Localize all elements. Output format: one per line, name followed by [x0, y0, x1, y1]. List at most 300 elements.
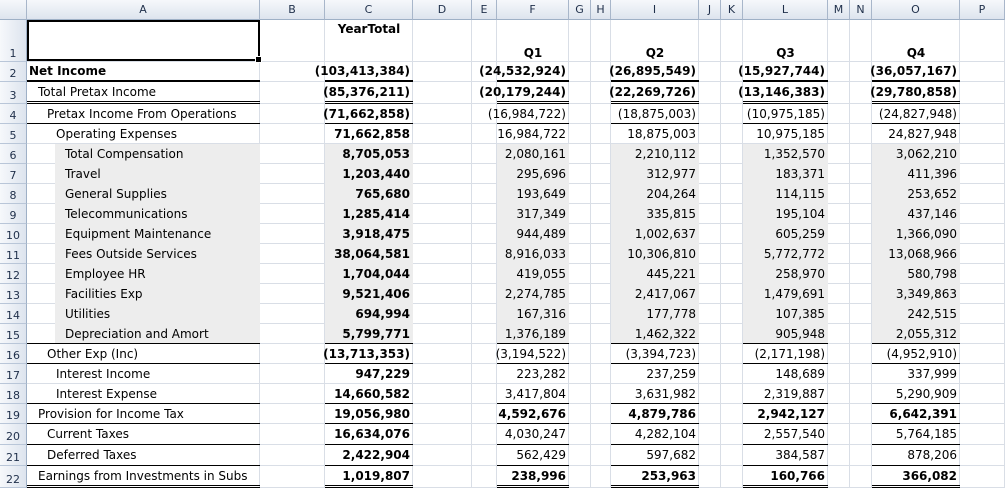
grid-cell: [260, 184, 325, 204]
column-header-j[interactable]: J: [699, 0, 721, 20]
column-header-l[interactable]: L: [743, 0, 828, 20]
grid-cell: [850, 244, 872, 264]
row-label[interactable]: Equipment Maintenance: [65, 227, 212, 241]
value-cell-q3[interactable]: 2,319,887: [743, 384, 828, 404]
value-cell-q2[interactable]: 4,282,104: [611, 424, 699, 445]
row-label[interactable]: Deferred Taxes: [27, 445, 260, 466]
row-header-11[interactable]: 11: [0, 244, 27, 264]
grid-cell: [472, 304, 497, 324]
grid-cell: [850, 62, 872, 82]
grid-cell: [699, 164, 721, 184]
grid-cell: [260, 424, 325, 445]
value-cell-q3[interactable]: (2,171,198): [743, 344, 828, 364]
grid-cell: [569, 244, 591, 264]
row-header-6[interactable]: 6: [0, 144, 27, 164]
value-cell-q1[interactable]: 419,055: [497, 264, 569, 284]
grid-cell: [413, 344, 472, 364]
row-label[interactable]: Facilities Exp: [65, 287, 143, 301]
row-header-2[interactable]: 2: [0, 62, 27, 82]
value-cell-yt[interactable]: 1,203,440: [325, 164, 413, 184]
grid-cell: [591, 164, 611, 184]
value-cell-yt[interactable]: (71,662,858): [325, 104, 413, 124]
value-cell-q1[interactable]: 2,274,785: [497, 284, 569, 304]
value-cell-q4[interactable]: 242,515: [872, 304, 960, 324]
column-header-i[interactable]: I: [611, 0, 699, 20]
column-header-p[interactable]: P: [960, 0, 1005, 20]
value-cell-q3[interactable]: 148,689: [775, 367, 825, 381]
value-cell-q4[interactable]: 5,764,185: [872, 424, 960, 445]
header-q2[interactable]: Q2: [645, 46, 665, 60]
row-header-18[interactable]: 18: [0, 384, 27, 404]
grid-cell: [721, 466, 743, 488]
row-label[interactable]: Operating Expenses: [56, 127, 177, 141]
value-cell-q4[interactable]: 878,206: [872, 445, 960, 466]
value-cell-q2[interactable]: 253,963: [611, 466, 699, 488]
grid-cell: [960, 304, 1005, 324]
grid-cell: [828, 304, 850, 324]
grid-cell: [260, 144, 325, 164]
value-cell-q4[interactable]: (36,057,167): [872, 62, 960, 82]
grid-cell: [828, 466, 850, 488]
value-cell-q1[interactable]: 317,349: [497, 204, 569, 224]
value-cell-q1[interactable]: 193,649: [497, 184, 569, 204]
grid-cell: [591, 364, 611, 384]
grid-cell: [850, 364, 872, 384]
value-cell-yt[interactable]: 3,918,475: [325, 224, 413, 244]
grid-cell: [721, 244, 743, 264]
row-header-1[interactable]: 1: [0, 20, 27, 62]
value-cell-q2[interactable]: 312,977: [611, 164, 699, 184]
value-cell-q3[interactable]: 5,772,772: [743, 244, 828, 264]
row-label[interactable]: Pretax Income From Operations: [27, 104, 260, 124]
grid-cell: [699, 124, 721, 144]
value-cell-q4[interactable]: 366,082: [872, 466, 960, 488]
grid-cell: [721, 20, 743, 62]
grid-cell: [828, 264, 850, 284]
header-yeartotal[interactable]: YearTotal: [337, 22, 401, 36]
grid-cell: [413, 466, 472, 488]
value-cell-q1[interactable]: 944,489: [497, 224, 569, 244]
value-cell-q3[interactable]: 160,766: [743, 466, 828, 488]
grid-cell: [260, 364, 325, 384]
row-header-16[interactable]: 16: [0, 344, 27, 364]
row-header-19[interactable]: 19: [0, 404, 27, 424]
grid-cell: [569, 264, 591, 284]
grid-cell: [413, 244, 472, 264]
value-cell-q3[interactable]: 183,371: [743, 164, 828, 184]
grid-cell: [260, 304, 325, 324]
value-cell-q3[interactable]: 2,942,127: [743, 404, 828, 424]
value-cell-q1[interactable]: 238,996: [497, 466, 569, 488]
grid-cell: [960, 384, 1005, 404]
value-cell-q2[interactable]: (18,875,003): [611, 104, 699, 124]
grid-cell: [721, 284, 743, 304]
grid-cell: [569, 82, 591, 104]
grid-cell: [591, 62, 611, 82]
row-label[interactable]: Earnings from Investments in Subs: [27, 466, 260, 488]
value-cell-q4[interactable]: 13,068,966: [872, 244, 960, 264]
grid-cell: [850, 204, 872, 224]
grid-cell: [472, 204, 497, 224]
grid-cell: [591, 224, 611, 244]
value-cell-q1[interactable]: 295,696: [497, 164, 569, 184]
grid-cell: [413, 324, 472, 344]
value-cell-q2[interactable]: 4,879,786: [611, 404, 699, 424]
value-cell-q2[interactable]: 204,264: [611, 184, 699, 204]
grid-cell: [699, 144, 721, 164]
value-cell-q1[interactable]: 8,916,033: [497, 244, 569, 264]
value-cell-q4[interactable]: 411,396: [872, 164, 960, 184]
grid-cell: [260, 264, 325, 284]
grid-cell: [960, 264, 1005, 284]
grid-cell: [472, 164, 497, 184]
value-cell-q4[interactable]: 3,062,210: [872, 144, 960, 164]
value-cell-q1[interactable]: 4,030,247: [497, 424, 569, 445]
row-header-5[interactable]: 5: [0, 124, 27, 144]
value-cell-yt[interactable]: 19,056,980: [325, 404, 413, 424]
grid-cell: [960, 364, 1005, 384]
value-cell-q1[interactable]: 4,592,676: [497, 404, 569, 424]
grid-cell: [413, 384, 472, 404]
grid-cell: [828, 364, 850, 384]
grid-cell: [699, 20, 721, 62]
grid-cell: [850, 424, 872, 445]
value-cell-yt[interactable]: (85,376,211): [325, 82, 413, 104]
value-cell-q4[interactable]: 580,798: [872, 264, 960, 284]
value-cell-q2[interactable]: 18,875,003: [627, 127, 696, 141]
grid-cell: [260, 344, 325, 364]
grid-cell: [591, 404, 611, 424]
value-cell-yt[interactable]: (13,713,353): [325, 344, 413, 364]
row-header-17[interactable]: 17: [0, 364, 27, 384]
grid-cell: [699, 204, 721, 224]
grid-cell: [569, 224, 591, 244]
column-header-b[interactable]: B: [260, 0, 325, 20]
grid-cell: [699, 324, 721, 344]
value-cell-q3[interactable]: 905,948: [743, 324, 828, 344]
grid-cell: [699, 424, 721, 445]
grid-cell: [850, 144, 872, 164]
row-header-20[interactable]: 20: [0, 424, 27, 445]
value-cell-q1[interactable]: 562,429: [497, 445, 569, 466]
value-cell-q4[interactable]: 3,349,863: [872, 284, 960, 304]
value-cell-q1[interactable]: 16,984,722: [497, 127, 566, 141]
value-cell-q2[interactable]: (3,394,723): [611, 344, 699, 364]
value-cell-q2[interactable]: 2,417,067: [611, 284, 699, 304]
grid-cell: [569, 304, 591, 324]
grid-cell: [721, 104, 743, 124]
value-cell-q2[interactable]: 3,631,982: [611, 384, 699, 404]
row-label[interactable]: Fees Outside Services: [65, 247, 197, 261]
grid-cell: [828, 82, 850, 104]
value-cell-yt[interactable]: 1,285,414: [325, 204, 413, 224]
row-label[interactable]: Interest Income: [56, 367, 151, 381]
grid-cell: [828, 20, 850, 62]
grid-cell: [850, 20, 872, 62]
grid-cell: [260, 384, 325, 404]
value-cell-yt[interactable]: 1,019,807: [325, 466, 413, 488]
value-cell-q3[interactable]: 1,479,691: [743, 284, 828, 304]
grid-cell: [569, 424, 591, 445]
grid-cell: [721, 324, 743, 344]
grid-cell: [960, 144, 1005, 164]
value-cell-q4[interactable]: (24,827,948): [872, 104, 960, 124]
value-cell-yt[interactable]: 71,662,858: [334, 127, 410, 141]
row-header-9[interactable]: 9: [0, 204, 27, 224]
grid-cell: [472, 264, 497, 284]
grid-cell: [850, 104, 872, 124]
grid-cell: [828, 164, 850, 184]
grid-cell: [591, 284, 611, 304]
row-label[interactable]: Depreciation and Amort: [27, 324, 260, 344]
grid-cell: [960, 224, 1005, 244]
value-cell-yt[interactable]: 1,704,044: [325, 264, 413, 284]
grid-cell: [591, 304, 611, 324]
row-header-14[interactable]: 14: [0, 304, 27, 324]
grid-cell: [472, 424, 497, 445]
grid-cell: [472, 284, 497, 304]
grid-cell: [850, 124, 872, 144]
value-cell-q4[interactable]: 253,652: [872, 184, 960, 204]
value-cell-q3[interactable]: 195,104: [743, 204, 828, 224]
grid-cell: [413, 445, 472, 466]
value-cell-q3[interactable]: (10,975,185): [743, 104, 828, 124]
value-cell-q2[interactable]: 237,259: [646, 367, 696, 381]
grid-cell: [472, 445, 497, 466]
column-header-o[interactable]: O: [872, 0, 960, 20]
value-cell-q4[interactable]: (4,952,910): [872, 344, 960, 364]
row-label[interactable]: Interest Expense: [27, 384, 260, 404]
row-label[interactable]: Current Taxes: [27, 424, 260, 445]
grid-cell: [960, 62, 1005, 82]
header-q4[interactable]: Q4: [906, 46, 926, 60]
value-cell-q4[interactable]: (29,780,858): [872, 82, 960, 104]
value-cell-q1[interactable]: (20,179,244): [497, 82, 569, 104]
value-cell-q3[interactable]: 258,970: [743, 264, 828, 284]
value-cell-q3[interactable]: 107,385: [743, 304, 828, 324]
value-cell-q1[interactable]: 1,376,189: [497, 324, 569, 344]
grid-cell: [960, 20, 1005, 62]
grid-cell: [591, 82, 611, 104]
value-cell-q3[interactable]: 605,259: [743, 224, 828, 244]
grid-cell: [413, 264, 472, 284]
value-cell-q4[interactable]: 24,827,948: [888, 127, 957, 141]
column-header-a[interactable]: A: [27, 0, 260, 20]
value-cell-q3[interactable]: (13,146,383): [743, 82, 828, 104]
value-cell-q1[interactable]: 167,316: [497, 304, 569, 324]
row-label[interactable]: Total Compensation: [65, 147, 184, 161]
grid-cell: [413, 124, 472, 144]
grid-cell: [850, 224, 872, 244]
value-cell-q2[interactable]: 10,306,810: [611, 244, 699, 264]
grid-cell: [260, 445, 325, 466]
value-cell-yt[interactable]: 8,705,053: [325, 144, 413, 164]
grid-cell: [850, 404, 872, 424]
value-cell-yt[interactable]: 5,799,771: [325, 324, 413, 344]
grid-cell: [850, 284, 872, 304]
value-cell-q2[interactable]: (22,269,726): [611, 82, 699, 104]
grid-cell: [569, 144, 591, 164]
value-cell-q2[interactable]: (26,895,549): [611, 62, 699, 82]
grid-cell: [850, 466, 872, 488]
value-cell-yt[interactable]: 694,994: [325, 304, 413, 324]
value-cell-q2[interactable]: 1,462,322: [611, 324, 699, 344]
row-header-22[interactable]: 22: [0, 466, 27, 488]
value-cell-q2[interactable]: 177,778: [611, 304, 699, 324]
row-header-13[interactable]: 13: [0, 284, 27, 304]
row-label[interactable]: Total Pretax Income: [27, 82, 260, 104]
value-cell-q1[interactable]: 3,417,804: [497, 384, 569, 404]
column-header-d[interactable]: D: [413, 0, 472, 20]
row-label[interactable]: Utilities: [65, 307, 111, 321]
grid-cell: [960, 424, 1005, 445]
grid-cell: [828, 284, 850, 304]
grid-cell: [850, 264, 872, 284]
grid-cell: [260, 324, 325, 344]
value-cell-q3[interactable]: 10,975,185: [756, 127, 825, 141]
grid-cell: [591, 384, 611, 404]
value-cell-yt[interactable]: 947,229: [355, 367, 410, 381]
row-label[interactable]: Other Exp (Inc): [27, 344, 260, 364]
value-cell-q3[interactable]: (15,927,744): [743, 62, 828, 82]
value-cell-q3[interactable]: 2,557,540: [743, 424, 828, 445]
value-cell-q3[interactable]: 384,587: [743, 445, 828, 466]
value-cell-yt[interactable]: 765,680: [325, 184, 413, 204]
value-cell-q4[interactable]: 6,642,391: [872, 404, 960, 424]
select-all-corner[interactable]: [0, 0, 27, 20]
row-header-4[interactable]: 4: [0, 104, 27, 124]
grid-cell: [828, 104, 850, 124]
header-q1[interactable]: Q1: [523, 46, 543, 60]
grid-cell: [591, 344, 611, 364]
row-label[interactable]: Telecommunications: [65, 207, 188, 221]
grid-cell: [569, 204, 591, 224]
grid-cell: [569, 20, 591, 62]
grid-cell: [413, 144, 472, 164]
value-cell-q4[interactable]: 5,290,909: [872, 384, 960, 404]
grid-cell: [413, 62, 472, 82]
grid-cell: [260, 82, 325, 104]
grid-cell: [850, 184, 872, 204]
value-cell-yt[interactable]: 38,064,581: [325, 244, 413, 264]
row-header-3[interactable]: 3: [0, 82, 27, 104]
active-cell-a1[interactable]: [27, 20, 260, 61]
grid-cell: [828, 244, 850, 264]
grid-cell: [828, 184, 850, 204]
grid-cell: [472, 20, 497, 62]
grid-cell: [569, 324, 591, 344]
grid-cell: [413, 304, 472, 324]
grid-cell: [591, 244, 611, 264]
grid-cell: [699, 284, 721, 304]
row-label[interactable]: Travel: [65, 167, 101, 181]
grid-cell: [472, 384, 497, 404]
grid-cell: [828, 445, 850, 466]
grid-cell: [828, 384, 850, 404]
row-label[interactable]: Provision for Income Tax: [27, 404, 260, 424]
row-header-12[interactable]: 12: [0, 264, 27, 284]
grid-cell: [699, 224, 721, 244]
grid-cell: [721, 264, 743, 284]
value-cell-q3[interactable]: 114,115: [743, 184, 828, 204]
grid-cell: [569, 384, 591, 404]
value-cell-yt[interactable]: 9,521,406: [325, 284, 413, 304]
column-header-c[interactable]: C: [325, 0, 413, 20]
value-cell-q2[interactable]: 2,210,112: [611, 144, 699, 164]
grid-cell: [569, 445, 591, 466]
grid-cell: [591, 144, 611, 164]
grid-cell: [828, 204, 850, 224]
value-cell-q4[interactable]: 337,999: [907, 367, 957, 381]
column-header-f[interactable]: F: [497, 0, 569, 20]
value-cell-q4[interactable]: 1,366,090: [872, 224, 960, 244]
value-cell-q2[interactable]: 445,221: [611, 264, 699, 284]
value-cell-q4[interactable]: 2,055,312: [872, 324, 960, 344]
grid-cell: [569, 164, 591, 184]
grid-cell: [260, 104, 325, 124]
header-q3[interactable]: Q3: [776, 46, 795, 60]
value-cell-q1[interactable]: 2,080,161: [497, 144, 569, 164]
grid-cell: [721, 364, 743, 384]
row-header-15[interactable]: 15: [0, 324, 27, 344]
column-header-e[interactable]: E: [472, 0, 497, 20]
row-header-8[interactable]: 8: [0, 184, 27, 204]
grid-cell: [699, 404, 721, 424]
grid-cell: [591, 124, 611, 144]
row-header-21[interactable]: 21: [0, 445, 27, 466]
grid-cell: [260, 404, 325, 424]
grid-cell: [569, 364, 591, 384]
row-label[interactable]: Net Income: [27, 62, 260, 82]
grid-cell: [850, 304, 872, 324]
column-header-k[interactable]: K: [721, 0, 743, 20]
grid-cell: [699, 466, 721, 488]
value-cell-q2[interactable]: 1,002,637: [611, 224, 699, 244]
row-label[interactable]: Employee HR: [65, 267, 146, 281]
grid-cell: [960, 164, 1005, 184]
value-cell-q1[interactable]: (16,984,722): [497, 104, 569, 124]
grid-cell: [260, 284, 325, 304]
grid-cell: [960, 82, 1005, 104]
value-cell-yt[interactable]: 14,660,582: [325, 384, 413, 404]
row-header-7[interactable]: 7: [0, 164, 27, 184]
column-header-g[interactable]: G: [569, 0, 591, 20]
grid-cell: [591, 104, 611, 124]
value-cell-yt[interactable]: 16,634,076: [325, 424, 413, 445]
grid-cell: [413, 284, 472, 304]
value-cell-q1[interactable]: (3,194,522): [497, 344, 569, 364]
value-cell-q1[interactable]: 223,282: [516, 367, 566, 381]
value-cell-q2[interactable]: 335,815: [611, 204, 699, 224]
grid-cell: [721, 384, 743, 404]
column-header-n[interactable]: N: [850, 0, 872, 20]
column-header-h[interactable]: H: [591, 0, 611, 20]
value-cell-q3[interactable]: 1,352,570: [743, 144, 828, 164]
grid-cell: [828, 224, 850, 244]
value-cell-yt[interactable]: (103,413,384): [325, 62, 413, 82]
grid-cell: [850, 164, 872, 184]
row-label[interactable]: General Supplies: [65, 187, 167, 201]
grid-cell: [960, 324, 1005, 344]
row-header-10[interactable]: 10: [0, 224, 27, 244]
value-cell-q4[interactable]: 437,146: [872, 204, 960, 224]
value-cell-yt[interactable]: 2,422,904: [325, 445, 413, 466]
column-header-m[interactable]: M: [828, 0, 850, 20]
value-cell-q2[interactable]: 597,682: [611, 445, 699, 466]
value-cell-q1[interactable]: (24,532,924): [497, 62, 569, 82]
grid-cell: [828, 324, 850, 344]
grid-cell: [569, 344, 591, 364]
